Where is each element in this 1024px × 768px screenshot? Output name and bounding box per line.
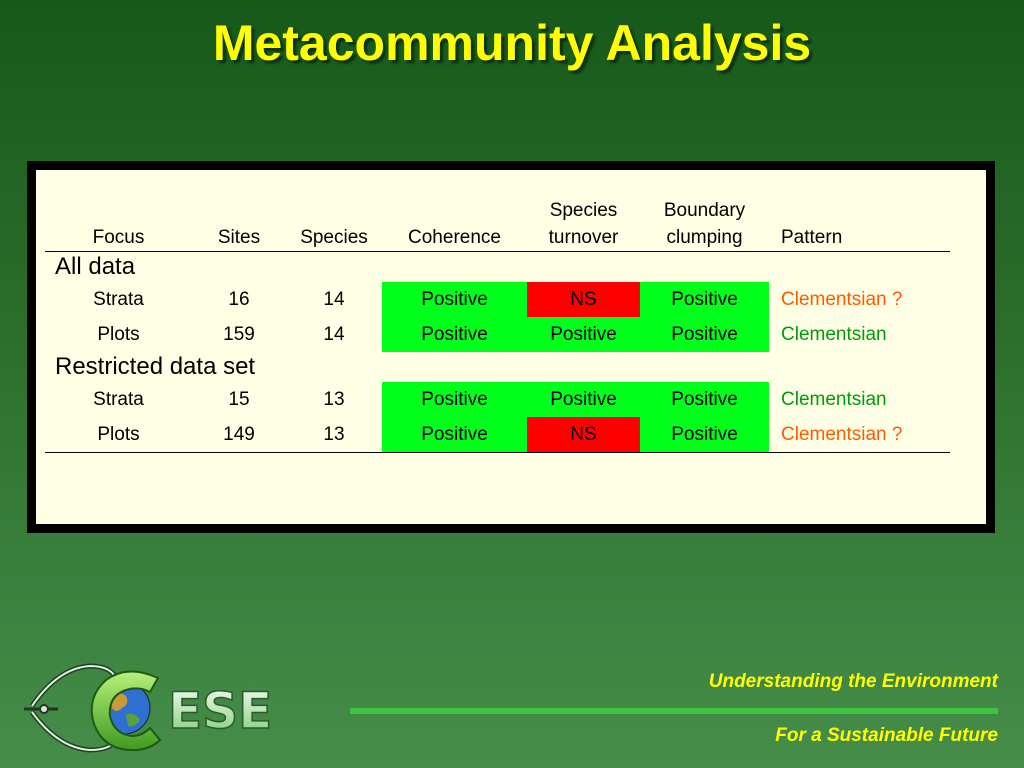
cell-species: 13 — [323, 388, 345, 410]
table-row — [45, 417, 950, 453]
header-sites: Sites — [192, 193, 286, 252]
header-boundary-line1: Boundary — [663, 200, 746, 221]
svg-text:ESE: ESE — [168, 682, 273, 740]
cell-turnover: Positive — [527, 382, 640, 417]
cell-sites: 16 — [228, 288, 250, 310]
cese-logo — [18, 656, 338, 760]
cell-pattern: Clementsian ? — [769, 417, 950, 453]
cell-coherence: Positive — [382, 282, 527, 317]
group-row — [45, 352, 950, 382]
metacommunity-table — [45, 193, 950, 453]
header-boundary-clumping — [640, 193, 769, 252]
cell-turnover: NS — [527, 282, 640, 317]
cell-pattern: Clementsian — [781, 323, 887, 345]
footer-divider — [350, 708, 998, 714]
header-turnover-line1: Species — [549, 200, 618, 221]
group-row — [45, 252, 950, 283]
header-species-turnover — [527, 193, 640, 252]
cell-coherence: Positive — [382, 382, 527, 417]
header-coherence: Coherence — [382, 193, 527, 252]
cell-sites: 149 — [192, 417, 286, 453]
header-focus: Focus — [45, 193, 192, 252]
cell-pattern: Clementsian ? — [781, 288, 903, 310]
slide-title: Metacommunity Analysis — [212, 15, 812, 71]
table-row — [45, 317, 950, 352]
cell-boundary: Positive — [640, 317, 769, 352]
group-label: Restricted data set — [55, 353, 256, 380]
cell-species: 14 — [323, 323, 345, 345]
cell-sites: 159 — [223, 323, 255, 345]
cell-focus: Strata — [93, 388, 144, 410]
cell-sites: 15 — [228, 388, 250, 410]
cell-species: 13 — [286, 417, 382, 453]
tagline-understanding: Understanding the Environment — [708, 671, 998, 692]
cell-boundary: Positive — [640, 282, 769, 317]
cell-coherence: Positive — [382, 317, 527, 352]
table-row — [45, 382, 950, 417]
table-row — [45, 282, 950, 317]
cell-focus: Plots — [45, 417, 192, 453]
tagline-sustainable: For a Sustainable Future — [775, 725, 998, 746]
cell-turnover: Positive — [527, 317, 640, 352]
group-label: All data — [55, 253, 136, 280]
header-row — [45, 193, 950, 252]
cell-species: 14 — [323, 288, 345, 310]
cell-pattern: Clementsian — [781, 388, 887, 410]
header-pattern: Pattern — [769, 193, 950, 252]
cell-coherence: Positive — [382, 417, 527, 453]
cell-focus: Plots — [97, 323, 140, 345]
header-turnover-line2: turnover — [548, 227, 619, 248]
header-species: Species — [286, 193, 382, 252]
cell-focus: Strata — [93, 288, 144, 310]
header-boundary-line2: clumping — [666, 227, 743, 248]
cell-boundary: Positive — [640, 417, 769, 453]
cell-turnover: NS — [527, 417, 640, 453]
table-panel — [36, 170, 986, 524]
cell-boundary: Positive — [640, 382, 769, 417]
